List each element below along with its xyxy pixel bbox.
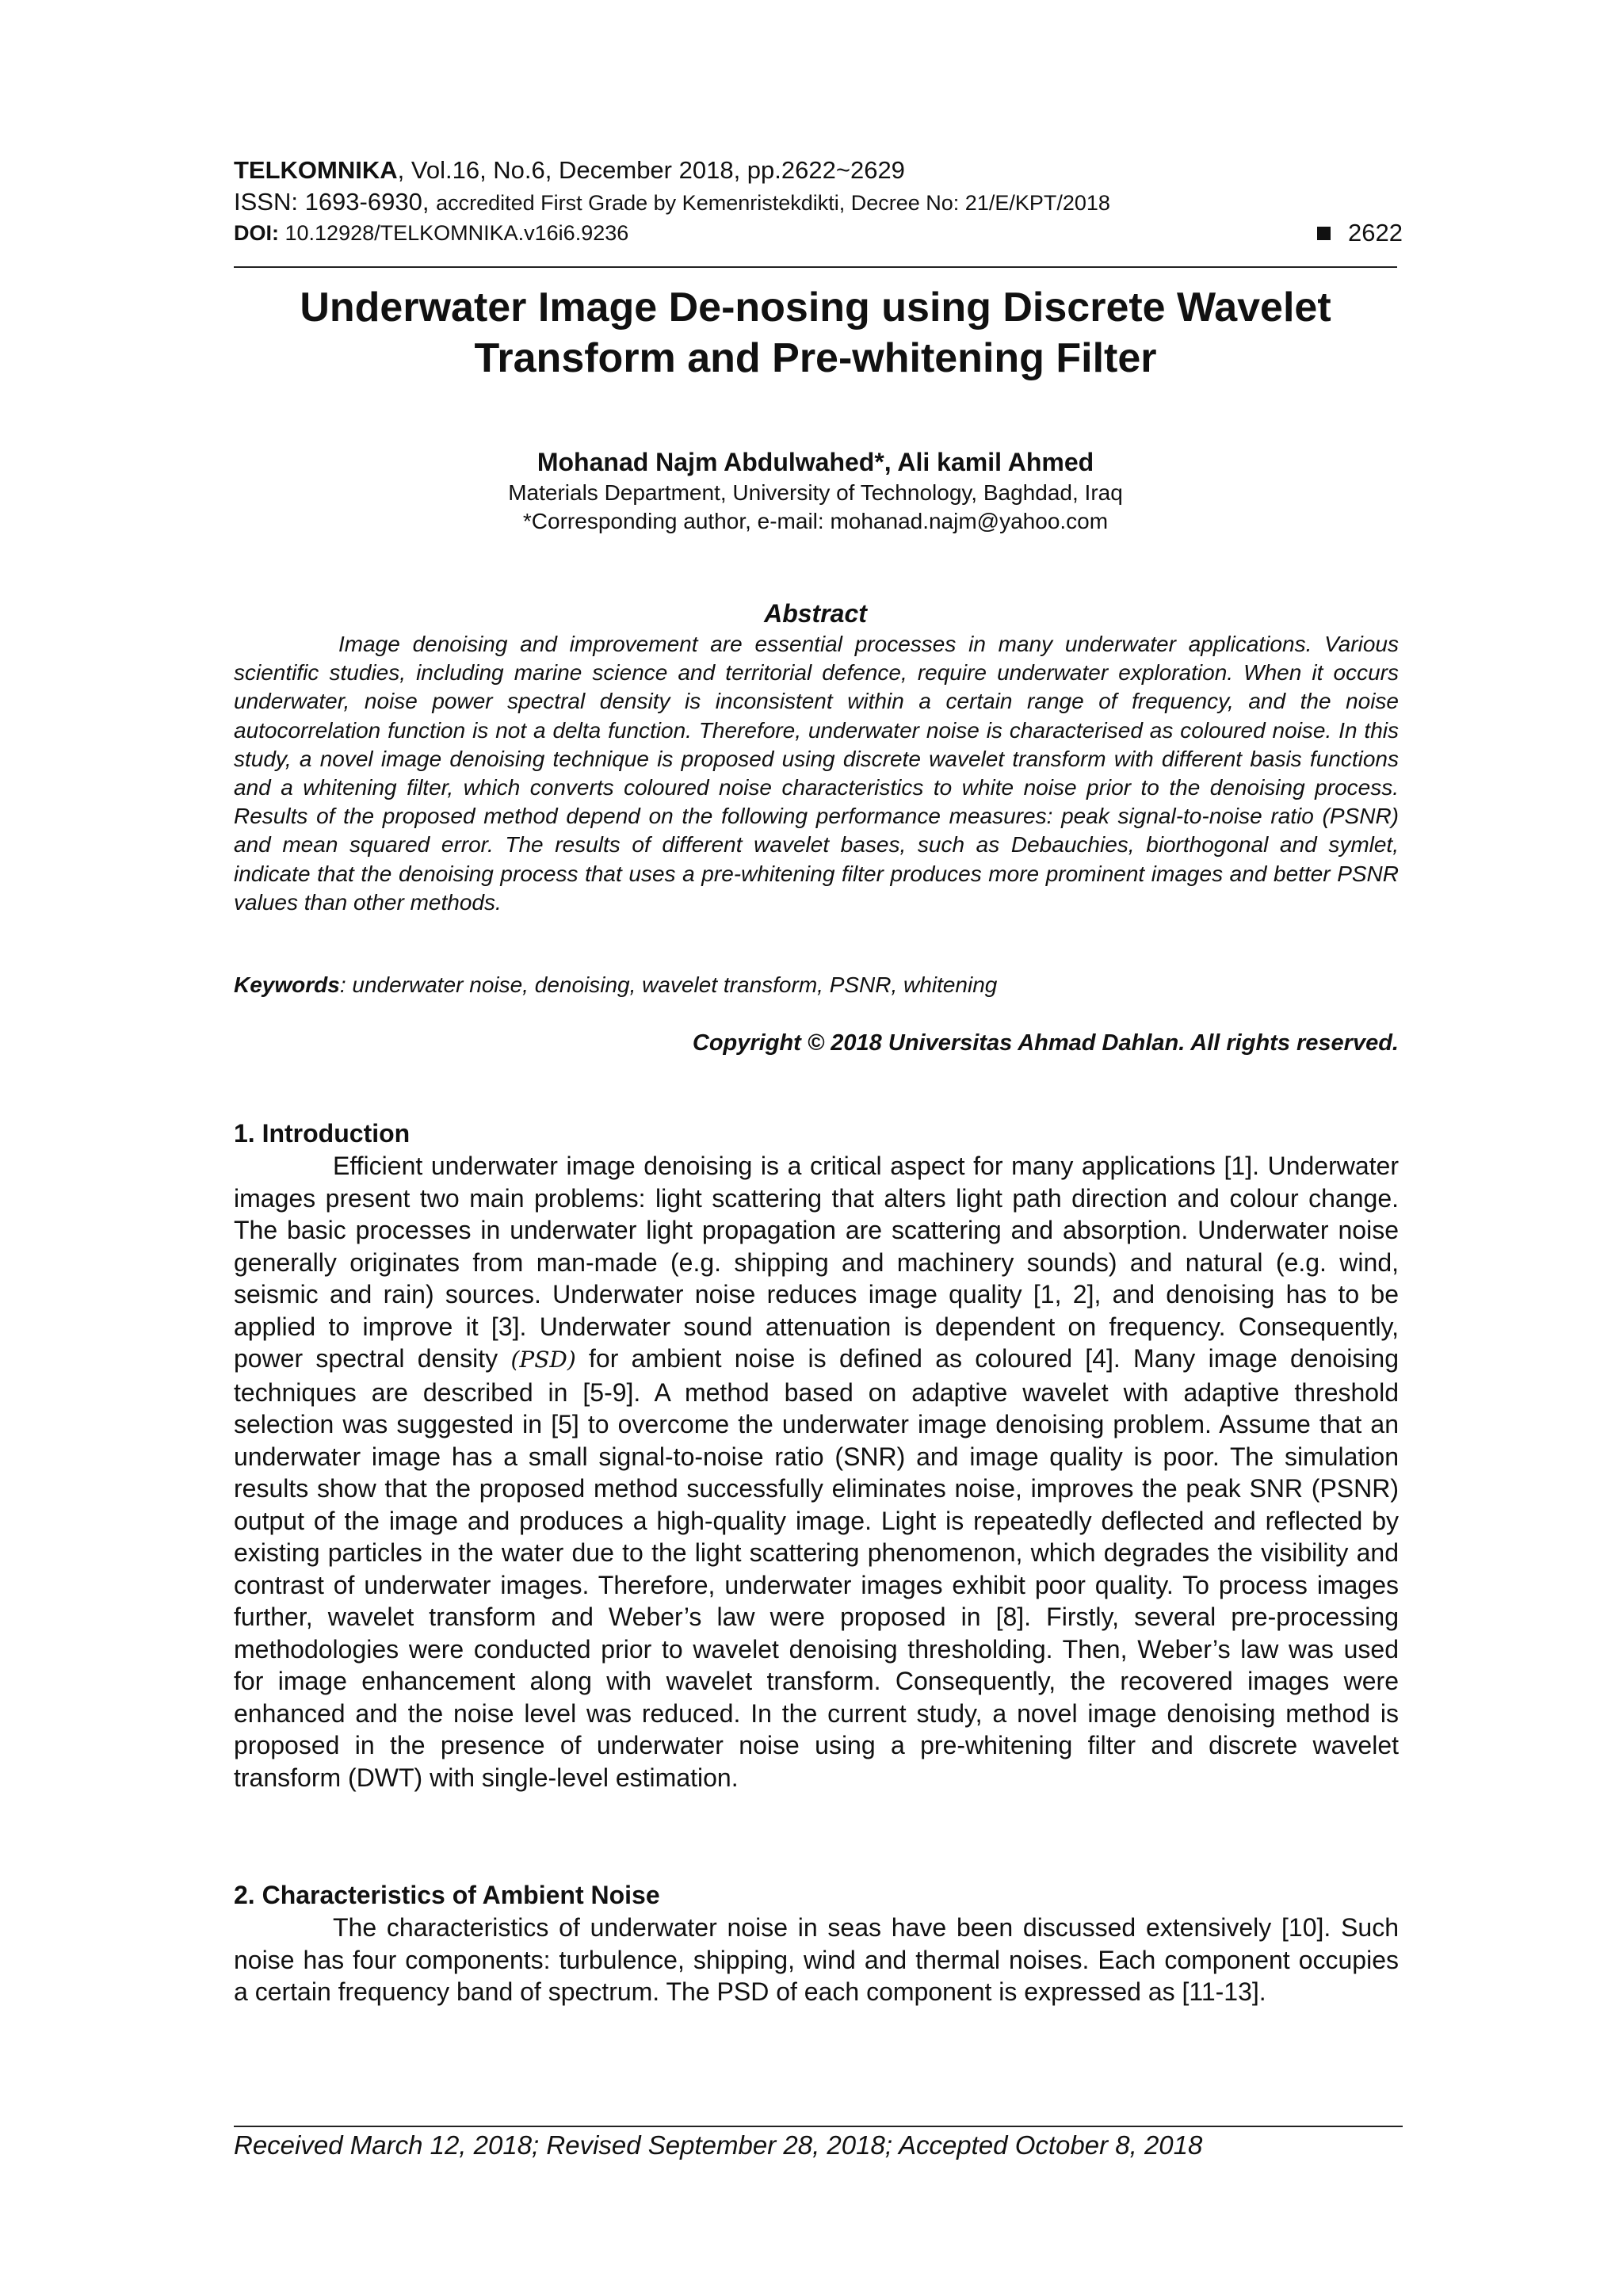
keywords-label: Keywords — [234, 972, 340, 997]
title-line-1: Underwater Image De-nosing using Discrete Wavelet — [300, 285, 1331, 330]
doi-line — [234, 219, 1403, 247]
copyright-notice: Copyright © 2018 Universitas Ahmad Dahlan. All rights reserved. — [692, 1030, 1399, 1056]
section-1-text-part-1: Efficient underwater image denoising is a critical aspect for many applications [1]. Underwater images present two main problems: light scattering that alters light path direction and colour change. The basic processes in underwater light propagation are scattering and absorption. Underwater noise generally originates from man-made (e.g. shipping and machinery sounds) and natural (e.g. wind, seismic and rain) sources. Underwater noise reduces image quality [1, 2], and denoising has to be applied to improve it [3]. Underwater sound attenuation is dependent on frequency. Consequently, power spectral density — [234, 1152, 1399, 1373]
doi-link[interactable]: 10.12928/TELKOMNIKA.v16i6.9236 — [285, 221, 629, 245]
journal-volume: , Vol.16, No.6, December 2018, pp.2622~2629 — [397, 156, 905, 184]
square-bullet-icon — [1317, 227, 1331, 240]
header-divider — [234, 266, 1397, 268]
issn: ISSN: 1693-6930, — [234, 188, 437, 216]
running-header — [234, 155, 1403, 247]
keywords-list: : underwater noise, denoising, wavelet transform, PSNR, whitening — [339, 972, 998, 997]
section-2-title: 2. Characteristics of Ambient Noise — [234, 1881, 660, 1909]
page-number-value: 2622 — [1348, 219, 1403, 246]
abstract-text: Image denoising and improvement are essential processes in many underwater applications. Various scientific studies, including marine science and territorial defence, require underwater exploration. When it occurs underwater, noise power spectral density is inconsistent within a certain range of frequency, and the noise autocorrelation function is not a delta function. Therefore, underwater noise is characterised as coloured noise. In this study, a novel image denoising technique is proposed using discrete wavelet transform with different basis functions and a whitening filter, which converts coloured noise characteristics to white noise prior to the denoising process. Results of the proposed method depend on the following performance measures: peak signal-to-noise ratio (PSNR) and mean squared error. The results of different wavelet bases, such as Debauchies, biorthogonal and symlet, indicate that the denoising process that uses a pre-whitening filter produces more prominent images and better PSNR values than other methods. — [234, 632, 1399, 915]
footer-divider — [234, 2126, 1403, 2127]
journal-name: TELKOMNIKA — [234, 156, 398, 184]
section-1-text-part-2: for ambient noise is defined as coloured [4]. Many image denoising techniques are described in [5-9]. A method based on adaptive wavelet with adaptive threshold selection was suggested in [5] to overcome the underwater image denoising problem. Assume that an underwater image has a small signal-to-noise ratio (SNR) and image quality is poor. The simulation results show that the proposed method successfully eliminates noise, improves the peak SNR (PSNR) output of the image and produces a high-quality image. Light is repeatedly deflected and reflected by existing particles in the water due to the light scattering phenomenon, which degrades the visibility and contrast of underwater images. Therefore, underwater images exhibit poor quality. To process images further, wavelet transform and Weber’s law were proposed in [8]. Firstly, several pre-processing methodologies were conducted prior to wavelet denoising thresholding. Then, Weber’s law was used for image enhancement along with wavelet transform. Consequently, the recovered images were enhanced and the noise level was reduced. In the current study, a novel image denoising method is proposed in the presence of underwater noise using a pre-whitening filter and discrete wavelet transform (DWT) with single-level estimation. — [234, 1344, 1400, 1792]
author-block — [234, 445, 1397, 536]
received-dates: Received March 12, 2018; Revised September 28, 2018; Accepted October 8, 2018 — [234, 2130, 1203, 2160]
section-1-title: 1. Introduction — [234, 1119, 411, 1148]
paper-title — [234, 282, 1397, 384]
section-1-text — [234, 1150, 1399, 1794]
title-line-2: Transform and Pre-whitening Filter — [474, 335, 1157, 381]
section-2-text: The characteristics of underwater noise in seas have been discussed extensively [10]. Such noise has four components: turbulence, shipping, wind and thermal noises. Each component occupies a certain frequency band of spectrum. The PSD of each component is expressed as [11-13]. — [234, 1913, 1399, 2006]
psd-symbol: (PSD) — [510, 1347, 576, 1373]
journal-citation — [234, 155, 1403, 186]
abstract-heading: Abstract — [764, 599, 867, 628]
author-affiliation: Materials Department, University of Technology, Baghdad, Iraq — [508, 480, 1123, 505]
doi-label: DOI: — [234, 221, 285, 245]
accreditation: accredited First Grade by Kemenristekdikti, Decree No: 21/E/KPT/2018 — [436, 191, 1110, 215]
keywords — [234, 971, 1397, 999]
issn-line — [234, 186, 1403, 219]
author-names: Mohanad Najm Abdulwahed*, Ali kamil Ahmed — [537, 448, 1094, 476]
corresponding-author: *Corresponding author, e-mail: mohanad.najm@yahoo.com — [522, 509, 1109, 533]
page-number — [1317, 219, 1403, 247]
